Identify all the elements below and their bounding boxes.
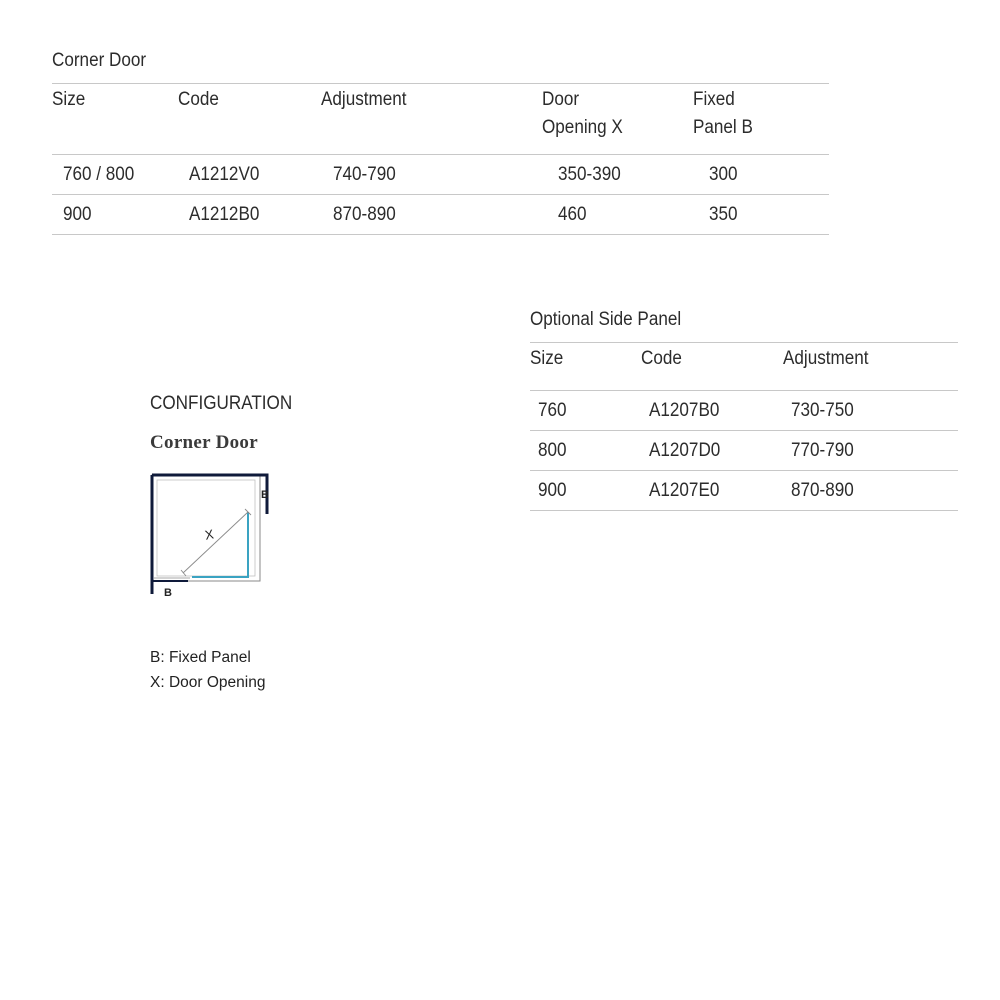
header-size: Size	[52, 84, 178, 155]
cell-code: A1207E0	[641, 471, 783, 511]
wall-top-right	[152, 475, 267, 514]
cell-code: A1207B0	[641, 391, 783, 431]
cell-adjustment: 730-750	[783, 391, 958, 431]
cell-adjustment: 870-890	[321, 195, 542, 235]
table-row	[530, 431, 958, 471]
legend-fixed-panel: B: Fixed Panel	[150, 649, 251, 666]
corner-door-table	[52, 83, 829, 235]
side-panel-header-row	[530, 343, 958, 391]
table-row	[52, 195, 829, 235]
corner-door-title: Corner Door	[52, 50, 147, 71]
table-row	[52, 155, 829, 195]
side-panel-table	[530, 342, 958, 511]
side-panel-title: Optional Side Panel	[530, 309, 682, 330]
cell-door-opening: 350-390	[542, 155, 693, 195]
cell-size: 760 / 800	[52, 155, 178, 195]
legend-door-opening: X: Door Opening	[150, 674, 266, 691]
label-b-right: B	[261, 489, 269, 501]
label-x: X	[203, 526, 215, 543]
table-row	[530, 471, 958, 511]
cell-size: 760	[530, 391, 641, 431]
header-code: Code	[178, 84, 321, 155]
corner-door-diagram	[140, 470, 280, 600]
configuration-heading: CONFIGURATION	[150, 393, 293, 414]
header-fixed-panel: Fixed Panel B	[693, 84, 829, 155]
cell-code: A1212B0	[178, 195, 321, 235]
cell-adjustment: 870-890	[783, 471, 958, 511]
cell-door-opening: 460	[542, 195, 693, 235]
header-adjustment: Adjustment	[783, 343, 958, 391]
cell-adjustment: 770-790	[783, 431, 958, 471]
cell-size: 900	[530, 471, 641, 511]
header-size: Size	[530, 343, 641, 391]
cell-adjustment: 740-790	[321, 155, 542, 195]
cell-fixed-panel: 300	[693, 155, 829, 195]
fixed-panel-glass	[192, 512, 248, 577]
cell-size: 900	[52, 195, 178, 235]
cell-size: 800	[530, 431, 641, 471]
cell-code: A1212V0	[178, 155, 321, 195]
header-adjustment: Adjustment	[321, 84, 542, 155]
header-door-opening: Door Opening X	[542, 84, 693, 155]
table-row	[530, 391, 958, 431]
cell-fixed-panel: 350	[693, 195, 829, 235]
cell-code: A1207D0	[641, 431, 783, 471]
label-b-bottom: B	[164, 587, 172, 599]
corner-door-header-row	[52, 84, 829, 155]
header-code: Code	[641, 343, 783, 391]
configuration-subheading: Corner Door	[150, 432, 258, 453]
door-opening-line	[183, 512, 248, 573]
